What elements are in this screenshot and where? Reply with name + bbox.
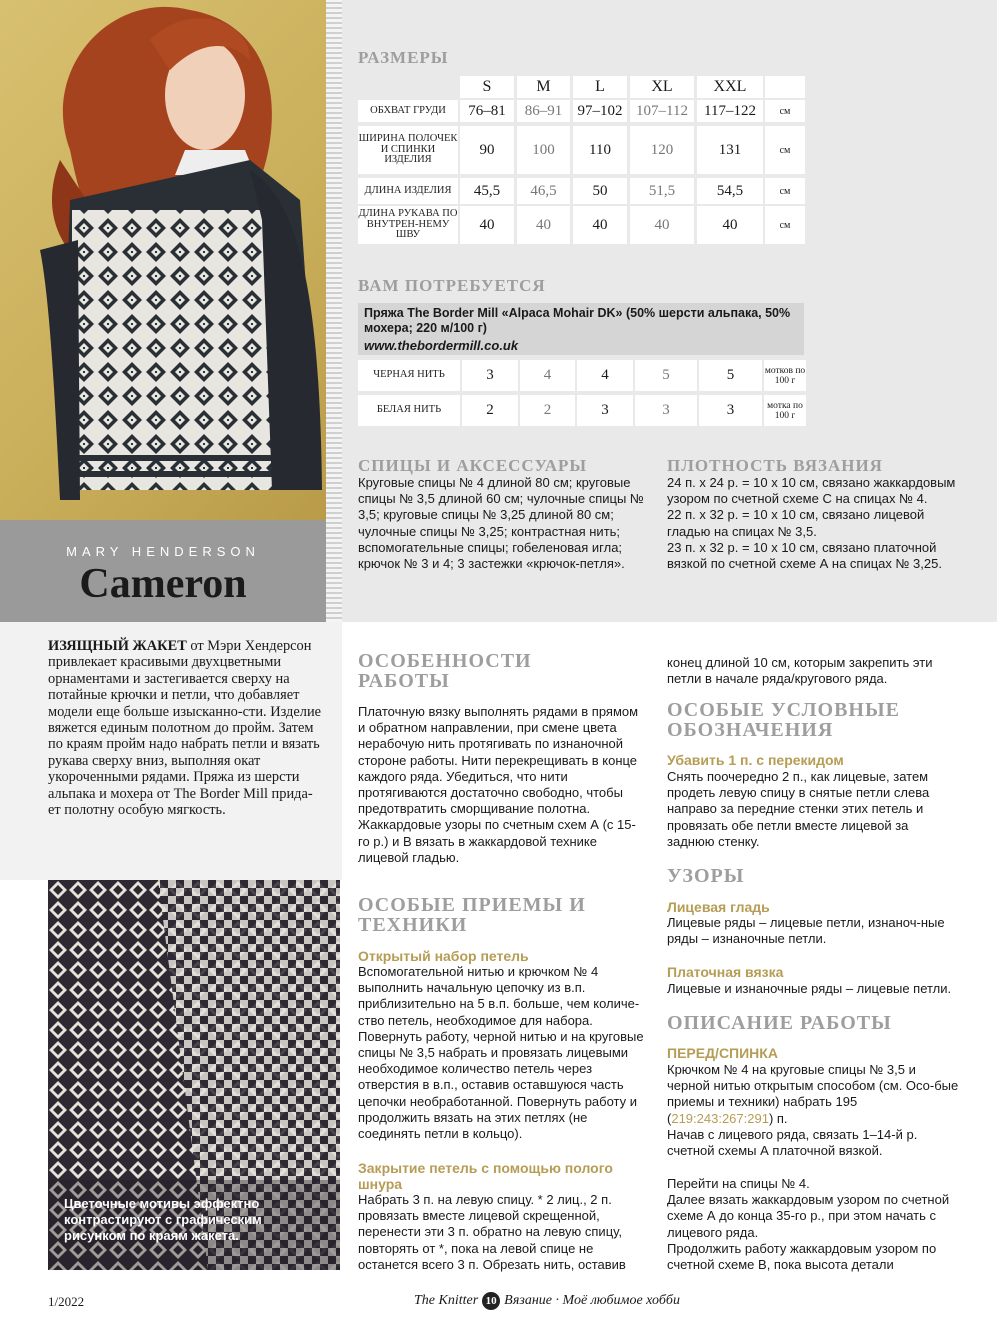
author-name: MARY HENDERSON bbox=[66, 544, 260, 559]
symbol-title: Убавить 1 п. с перекидом bbox=[667, 752, 844, 768]
features-text: Платочную вязку выполнять рядами в прямом и обратном направлении, при смене цвета нерабочую нить протягивать по изнаночной стороне работы. Нити перекрещивать в конце каждого ряда. Убедиться, что нити протягиваются достаточно свободно, чтобы предотвратить сморщивание полотна. Жаккардовые узоры по счетным схем А (с 15-го р.) и В вязать в жаккардовой технике лицевой гладью. bbox=[358, 704, 639, 865]
sizes-cell: 40 bbox=[630, 206, 694, 244]
yarn-cell: 4 bbox=[577, 360, 633, 391]
materials-heading: ВАМ ПОТРЕБУЕТСЯ bbox=[358, 276, 546, 295]
description-p1-end: ) п. Начав с лицевого ряда, связать 1–14-й р. счетной схемы А платочной вязкой. bbox=[667, 1110, 918, 1159]
yarn-cell: 5 bbox=[699, 360, 762, 391]
yarn-row-label: БЕЛАЯ НИТЬ bbox=[358, 395, 460, 426]
sizes-cell: 40 bbox=[697, 206, 763, 244]
sizes-cell: 40 bbox=[460, 206, 514, 244]
sizes-unit: см bbox=[765, 100, 805, 122]
gauge-text: 24 п. х 24 р. = 10 х 10 см, связано жаккардовым узором по счетной схеме С на спицах № 4. 22 п. х 32 р. = 10 х 10 см, связано лицевой гладью на спицах № 3,5. 23 п. х 32 р. = 10 х 10 см, связано платочной вязкой по счетной схеме А на спицах № 3,25. bbox=[667, 475, 956, 572]
sizes-cell: 120 bbox=[630, 126, 694, 174]
magazine-name: The Knitter bbox=[414, 1293, 479, 1308]
size-header-xl: XL bbox=[630, 76, 694, 98]
needles-text: Круговые спицы № 4 длиной 80 см; круговые спицы № 3,5 длиной 60 см; чулочные спицы № 3,5; круговые спицы № 3,25 длиной 80 см; чулочные спицы № 3,25; контрастная нить; вспомогательные спицы; гобеленовая игла; крючок № 3 и 4; 3 застежки «крючок-петля». bbox=[358, 475, 644, 572]
description-p1-start: Крючком № 4 на круговые спицы № 3,5 и черной нитью открытым способом (см. Осо-бые приемы и техники) набрать 195 ( bbox=[667, 1062, 959, 1126]
sizes-cell: 45,5 bbox=[460, 178, 514, 204]
features-heading: ОСОБЕННОСТИ РАБОТЫ bbox=[358, 650, 532, 692]
magazine-tagline: Вязание · Моё любимое хобби bbox=[504, 1293, 680, 1308]
sizes-cell: 110 bbox=[573, 126, 627, 174]
sizes-unit: см bbox=[765, 126, 805, 174]
sizes-heading: РАЗМЕРЫ bbox=[358, 48, 449, 67]
pattern-title: Cameron bbox=[79, 561, 247, 607]
sizes-row-label: ШИРИНА ПОЛОЧЕК И СПИНКИ ИЗДЕЛИЯ bbox=[358, 126, 458, 174]
sizes-cell: 51,5 bbox=[630, 178, 694, 204]
page-number: 10 bbox=[482, 1292, 500, 1310]
pattern-title-stockinette: Лицевая гладь bbox=[667, 899, 770, 915]
sizes-cell: 54,5 bbox=[697, 178, 763, 204]
technique-text-cast-on: Вспомогательной нитью и крючком № 4 выполнить начальную цепочку из в.п. приблизительно на 5 в.п. больше, чем количе-ство петель, необходимое для набора. Повернуть работу, черной нитью и на круговые спицы № 3,5 набрать и провязать лицевыми необходимое количество петель через отверстия в в.п., оставив оставшуюся часть цепочки необработанной. Повернуть работу и продолжить вязать на этих петлях (не соединять петли в кольцо). bbox=[358, 964, 644, 1142]
sizes-cell: 131 bbox=[697, 126, 763, 174]
continued-text: конец длиной 10 см, которым закрепить эти петли в начале ряда/кругового ряда. bbox=[667, 655, 933, 687]
pattern-title-garter: Платочная вязка bbox=[667, 964, 784, 980]
yarn-cell: 3 bbox=[462, 360, 518, 391]
sizes-cell: 107–112 bbox=[630, 100, 694, 122]
size-header-xxl: XXL bbox=[697, 76, 763, 98]
size-header-m: M bbox=[517, 76, 570, 98]
yarn-cell: 3 bbox=[577, 395, 633, 426]
description-subheading: ПЕРЕД/СПИНКА bbox=[667, 1045, 778, 1061]
model-photo bbox=[0, 0, 342, 520]
intro-lead: ИЗЯЩНЫЙ ЖАКЕТ bbox=[48, 638, 187, 654]
footer bbox=[414, 1292, 680, 1310]
sizes-cell: 76–81 bbox=[460, 100, 514, 122]
yarn-link[interactable]: www.thebordermill.co.uk bbox=[364, 338, 519, 353]
yarn-cell: 4 bbox=[520, 360, 575, 391]
pattern-text-garter: Лицевые и изнаночные ряды – лицевые петли. bbox=[667, 981, 952, 996]
sizes-cell: 50 bbox=[573, 178, 627, 204]
sizes-row-label: ДЛИНА РУКАВА ПО ВНУТРЕН-НЕМУ ШВУ bbox=[358, 206, 458, 244]
needles-heading: СПИЦЫ И АКСЕССУАРЫ bbox=[358, 456, 588, 475]
pattern-text-stockinette: Лицевые ряды – лицевые петли, изнаноч-ные ряды – изнаночные петли. bbox=[667, 915, 945, 947]
sizes-cell: 46,5 bbox=[517, 178, 570, 204]
description-paragraph-1 bbox=[667, 1062, 959, 1159]
intro-body: от Мэри Хендерсон привлекает красивыми двухцветными орнаментами и застегивается сверху на потайные крючки и петли, что добавляет модели еще больше изысканно-сти. Изделие вяжется единым полотном до пройм. Затем по краям пройм надо набрать петли и вязать рукава сверху вниз, выполняя окат укороченными рядами. Пряжа из шерсти альпака и мохера от The Border Mill прида-ет полотну особую мягкость. bbox=[48, 638, 322, 819]
sizes-cell: 90 bbox=[460, 126, 514, 174]
yarn-cell: 2 bbox=[520, 395, 575, 426]
sizes-unit: см bbox=[765, 178, 805, 204]
sizes-cell: 86–91 bbox=[517, 100, 570, 122]
yarn-description: Пряжа The Border Mill «Alpaca Mohair DK» (50% шерсти альпака, 50% мохера; 220 м/100 г) bbox=[364, 306, 791, 335]
gauge-heading: ПЛОТНОСТЬ ВЯЗАНИЯ bbox=[667, 456, 883, 475]
yarn-cell: 3 bbox=[635, 395, 697, 426]
size-header-s: S bbox=[460, 76, 514, 98]
yarn-unit: мотка по 100 г bbox=[764, 395, 806, 426]
yarn-cell: 5 bbox=[635, 360, 697, 391]
sizes-cell: 117–122 bbox=[697, 100, 763, 122]
yarn-cell: 3 bbox=[699, 395, 762, 426]
symbols-heading: ОСОБЫЕ УСЛОВНЫЕ ОБОЗНАЧЕНИЯ bbox=[667, 699, 900, 741]
sizes-cell: 100 bbox=[517, 126, 570, 174]
description-heading: ОПИСАНИЕ РАБОТЫ bbox=[667, 1012, 892, 1034]
size-header-unit-blank bbox=[765, 76, 805, 98]
sizes-cell: 40 bbox=[573, 206, 627, 244]
sizes-row-label: ДЛИНА ИЗДЕЛИЯ bbox=[358, 178, 458, 204]
technique-title-bind-off: Закрытие петель с помощью полого шнура bbox=[358, 1160, 613, 1192]
sizes-cell: 40 bbox=[517, 206, 570, 244]
sizes-row-label: ОБХВАТ ГРУДИ bbox=[358, 100, 458, 122]
yarn-unit: мотков по 100 г bbox=[764, 360, 806, 391]
photo-caption: Цветочные мотивы эффектно контрастируют с графическим рисунком по краям жакета. bbox=[64, 1196, 262, 1243]
technique-text-bind-off: Набрать 3 п. на левую спицу. * 2 лиц., 2 п. провязать вместе лицевой скрещенной, перенести эти 3 п. обратно на левую спицу, повторять от *, пока на левой спице не останется всего 3 п. Обрезать нить, оставив bbox=[358, 1192, 626, 1272]
symbol-text: Снять поочередно 2 п., как лицевые, затем продеть левую спицу в снятые петли слева направо за передние стенки этих петель и провязать обе петли вместе лицевой за заднюю стенку. bbox=[667, 769, 930, 849]
description-paragraph-2: Перейти на спицы № 4. Далее вязать жаккардовым узором по счетной схеме А до конца 35-го р., при этом начать с лицевого ряда. Продолжить работу жаккардовым узором по счетной схеме В, пока высота детали bbox=[667, 1176, 950, 1273]
issue-number: 1/2022 bbox=[48, 1294, 85, 1309]
description-p1-numbers: 219:243:267:291 bbox=[671, 1110, 769, 1126]
yarn-row-label: ЧЕРНАЯ НИТЬ bbox=[358, 360, 460, 391]
size-header-l: L bbox=[573, 76, 627, 98]
sizes-unit: см bbox=[765, 206, 805, 244]
sizes-cell: 97–102 bbox=[573, 100, 627, 122]
yarn-cell: 2 bbox=[462, 395, 518, 426]
intro-text bbox=[48, 638, 324, 818]
technique-title-cast-on: Открытый набор петель bbox=[358, 948, 529, 964]
patterns-heading: УЗОРЫ bbox=[667, 865, 745, 887]
zipper-decoration bbox=[326, 0, 342, 622]
techniques-heading: ОСОБЫЕ ПРИЕМЫ И ТЕХНИКИ bbox=[358, 894, 586, 936]
